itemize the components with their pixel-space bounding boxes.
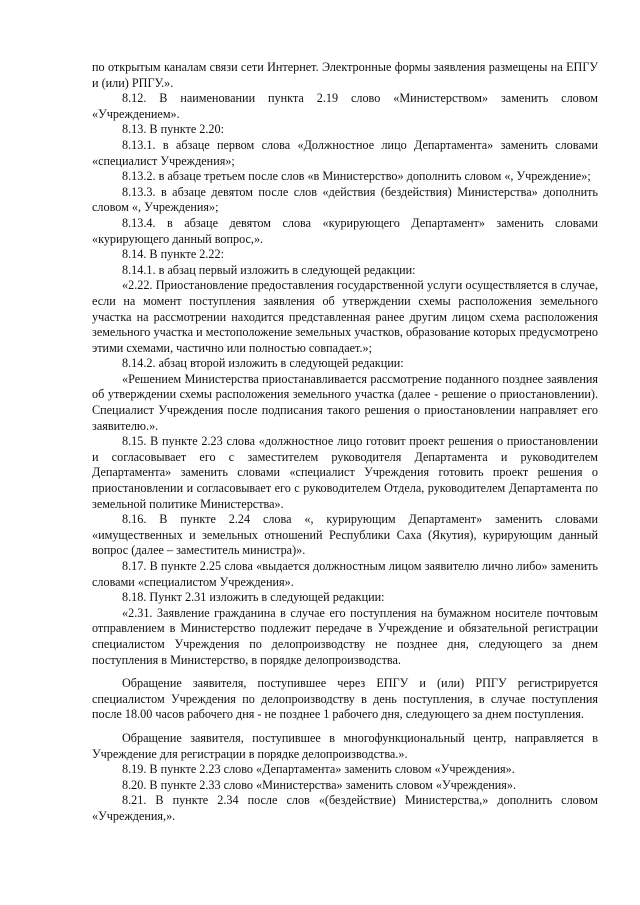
paragraph: 8.17. В пункте 2.25 слова «выдается должностным лицом заявителю лично либо» заменить словами «специалистом Учреждения». (92, 559, 598, 589)
paragraph: 8.13.1. в абзаце первом слова «Должностное лицо Департамента» заменить словами «специалист Учреждения»; (92, 137, 598, 168)
paragraph: 8.13.3. в абзаце девятом после слов «действия (бездействия) Министерства» дополнить словом «, Учреждения»; (92, 184, 598, 215)
paragraph: 8.13.4. в абзаце девятом слова «курирующего Департамент» заменить словами «курирующего данный вопрос,». (92, 215, 598, 246)
paragraph: 8.14. В пункте 2.22: (122, 247, 224, 262)
paragraph: 8.12. В наименовании пункта 2.19 слово «Министерством» заменить словом «Учреждением». (92, 91, 598, 121)
paragraph: 8.13.2. в абзаце третьем после слов «в Министерство» дополнить словом «, Учреждение»; (122, 169, 591, 184)
paragraph: по открытым каналам связи сети Интернет. Электронные формы заявления размещены на ЕПГУ и (или) РПГУ.». (92, 60, 598, 90)
paragraph: 8.16. В пункте 2.24 слова «, курирующим Департамент» заменить словами «имущественных и земельных отношений Республики Саха (Якутия), курирующим данный вопрос (далее – заместитель министра)». (92, 512, 598, 558)
paragraph: «2.31. Заявление гражданина в случае его поступления на бумажном носителе почтовым отправлением в Министерство подлежит передаче в Учреждение и обязательной регистрации специалистом Учреждения по делопроизводству не позднее дня, следующего за днем поступления в Министерство, в порядке делопроизводства. (92, 605, 598, 667)
document-page (92, 60, 598, 825)
paragraph: 8.21. В пункте 2.34 после слов «(бездействие) Министерства,» дополнить словом «Учреждения,». (92, 793, 598, 823)
paragraph: Обращение заявителя, поступившее в многофункциональный центр, направляется в Учреждение для регистрации в порядке делопроизводства.». (92, 730, 598, 761)
paragraph: 8.14.2. абзац второй изложить в следующей редакции: (122, 356, 404, 371)
paragraph: 8.15. В пункте 2.23 слова «должностное лицо готовит проект решения о приостановлении и согласовывает его с заместителем руководителя Департамента и руководителем Департамента» заменить словами «специалист Учреждения готовить проект решения о приостановлении и согласовывает его с руководителем Отдела, руководителем Департамента по земельной политике Министерства». (92, 434, 598, 511)
paragraph: Обращение заявителя, поступившее через ЕПГУ и (или) РПГУ регистрируется специалистом Учреждения по делопроизводству в день поступления, в случае поступления после 18.00 часов рабочего дня - не позднее 1 рабочего дня, следующего за днем поступления. (92, 676, 598, 722)
paragraph: 8.13. В пункте 2.20: (122, 122, 224, 137)
paragraph: 8.19. В пункте 2.23 слово «Департамента» заменить словом «Учреждения». (122, 762, 515, 777)
paragraph: «2.22. Приостановление предоставления государственной услуги осуществляется в случае, если на момент поступления заявления об утверждении схемы расположения земельного участка на рассмотрении находится представленная ранее другим лицом схема расположения земельного участка и местоположение земельных участков, образование которых предусмотрено этими схемами, частично или полностью совпадает.»; (92, 278, 598, 355)
paragraph: «Решением Министерства приостанавливается рассмотрение поданного позднее заявления об утверждении схемы расположения земельного участка (далее - решение о приостановлении). Специалист Учреждения после подписания такого решения о приостановлении направляет его заявителю.». (92, 371, 598, 433)
paragraph: 8.20. В пункте 2.33 слово «Министерства» заменить словом «Учреждения». (122, 777, 517, 792)
paragraph: 8.14.1. в абзац первый изложить в следующей редакции: (122, 262, 416, 277)
paragraph: 8.18. Пункт 2.31 изложить в следующей редакции: (122, 590, 385, 605)
